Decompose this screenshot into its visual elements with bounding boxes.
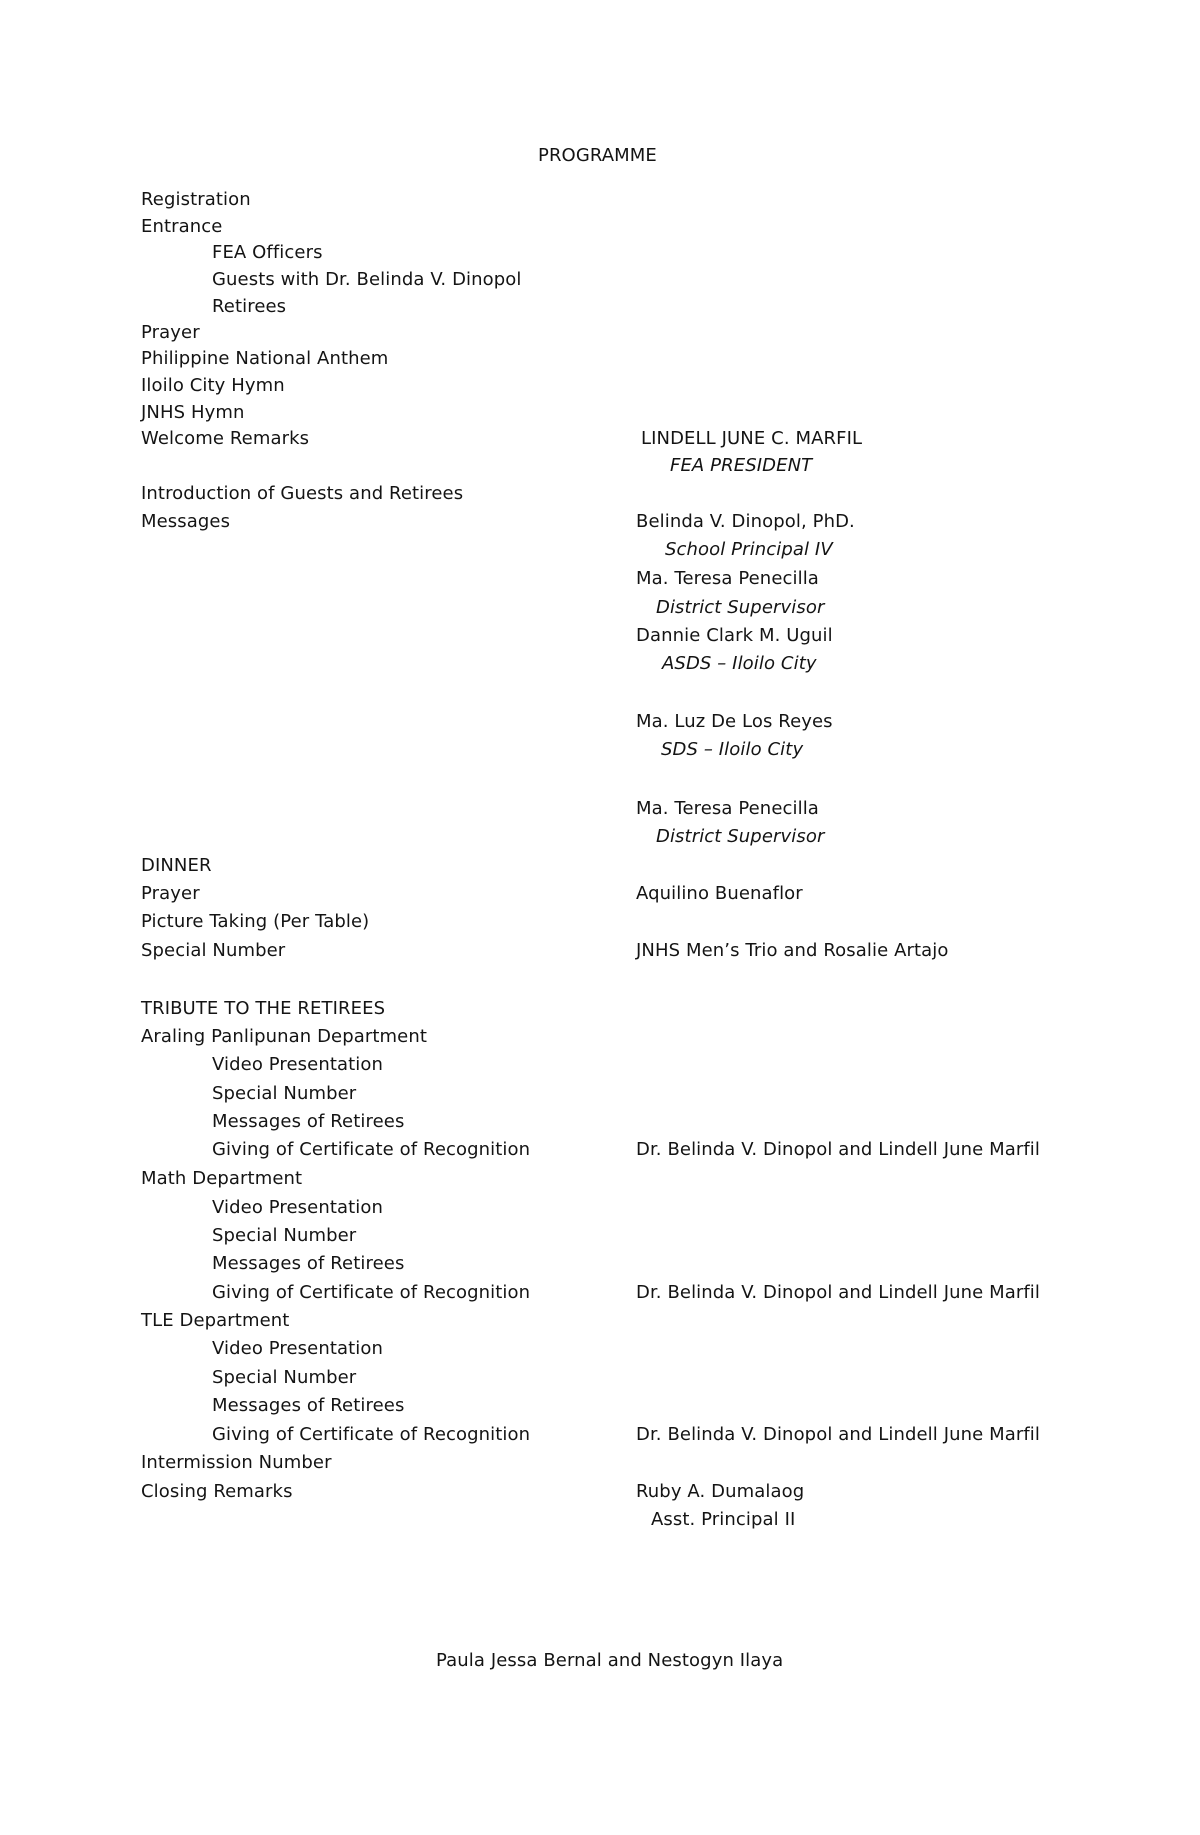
programme-item: Introduction of Guests and Retirees — [141, 483, 464, 504]
programme-item: Picture Taking (Per Table) — [141, 911, 370, 932]
programme-subitem: Special Number — [212, 1225, 357, 1246]
programme-item: Prayer — [141, 322, 200, 343]
department-heading: Araling Panlipunan Department — [141, 1026, 428, 1047]
speaker-title: FEA PRESIDENT — [670, 455, 813, 476]
programme-subitem: Giving of Certificate of Recognition — [212, 1282, 531, 1303]
section-heading: TRIBUTE TO THE RETIREES — [141, 998, 386, 1019]
programme-item: Registration — [141, 189, 251, 210]
programme-subitem: Video Presentation — [212, 1197, 383, 1218]
programme-subitem: Giving of Certificate of Recognition — [212, 1139, 531, 1160]
programme-item: Philippine National Anthem — [141, 348, 389, 369]
speaker-name: Aquilino Buenaflor — [636, 883, 803, 904]
programme-subitem: Video Presentation — [212, 1054, 383, 1075]
programme-subitem: Video Presentation — [212, 1338, 383, 1359]
emcees: Paula Jessa Bernal and Nestogyn Ilaya — [436, 1650, 784, 1671]
programme-item: Entrance — [141, 216, 223, 237]
speaker-name: Ruby A. Dumalaog — [636, 1481, 805, 1502]
programme-item: JNHS Hymn — [141, 402, 245, 423]
programme-subitem: Messages of Retirees — [212, 1111, 405, 1132]
speaker-name: LINDELL JUNE C. MARFIL — [641, 428, 863, 449]
speaker-title: School Principal IV — [665, 539, 833, 560]
presenter-names: Dr. Belinda V. Dinopol and Lindell June Marfil — [636, 1424, 1041, 1445]
programme-item: Special Number — [141, 940, 286, 961]
section-heading: DINNER — [141, 855, 212, 876]
speaker-title: Asst. Principal II — [651, 1509, 796, 1530]
page-title: PROGRAMME — [538, 145, 657, 166]
programme-item: Messages — [141, 511, 231, 532]
speaker-name: Ma. Luz De Los Reyes — [636, 711, 833, 732]
programme-item: Iloilo City Hymn — [141, 375, 285, 396]
presenter-names: Dr. Belinda V. Dinopol and Lindell June Marfil — [636, 1282, 1041, 1303]
speaker-name: Belinda V. Dinopol, PhD. — [636, 511, 855, 532]
department-heading: TLE Department — [141, 1310, 290, 1331]
programme-item: Intermission Number — [141, 1452, 332, 1473]
programme-subitem: Giving of Certificate of Recognition — [212, 1424, 531, 1445]
speaker-title: SDS – Iloilo City — [661, 739, 804, 760]
programme-subitem: Special Number — [212, 1367, 357, 1388]
speaker-title: District Supervisor — [656, 826, 825, 847]
programme-subitem: Guests with Dr. Belinda V. Dinopol — [212, 269, 522, 290]
programme-item: Closing Remarks — [141, 1481, 293, 1502]
speaker-title: ASDS – Iloilo City — [662, 653, 817, 674]
department-heading: Math Department — [141, 1168, 303, 1189]
programme-item: Welcome Remarks — [141, 428, 310, 449]
presenter-names: Dr. Belinda V. Dinopol and Lindell June Marfil — [636, 1139, 1041, 1160]
performer-name: JNHS Men’s Trio and Rosalie Artajo — [636, 940, 949, 961]
programme-subitem: Special Number — [212, 1083, 357, 1104]
speaker-name: Ma. Teresa Penecilla — [636, 798, 819, 819]
programme-subitem: Messages of Retirees — [212, 1395, 405, 1416]
speaker-name: Ma. Teresa Penecilla — [636, 568, 819, 589]
speaker-title: District Supervisor — [656, 597, 825, 618]
speaker-name: Dannie Clark M. Uguil — [636, 625, 833, 646]
programme-subitem: Retirees — [212, 296, 287, 317]
programme-subitem: Messages of Retirees — [212, 1253, 405, 1274]
programme-subitem: FEA Officers — [212, 242, 323, 263]
programme-item: Prayer — [141, 883, 200, 904]
